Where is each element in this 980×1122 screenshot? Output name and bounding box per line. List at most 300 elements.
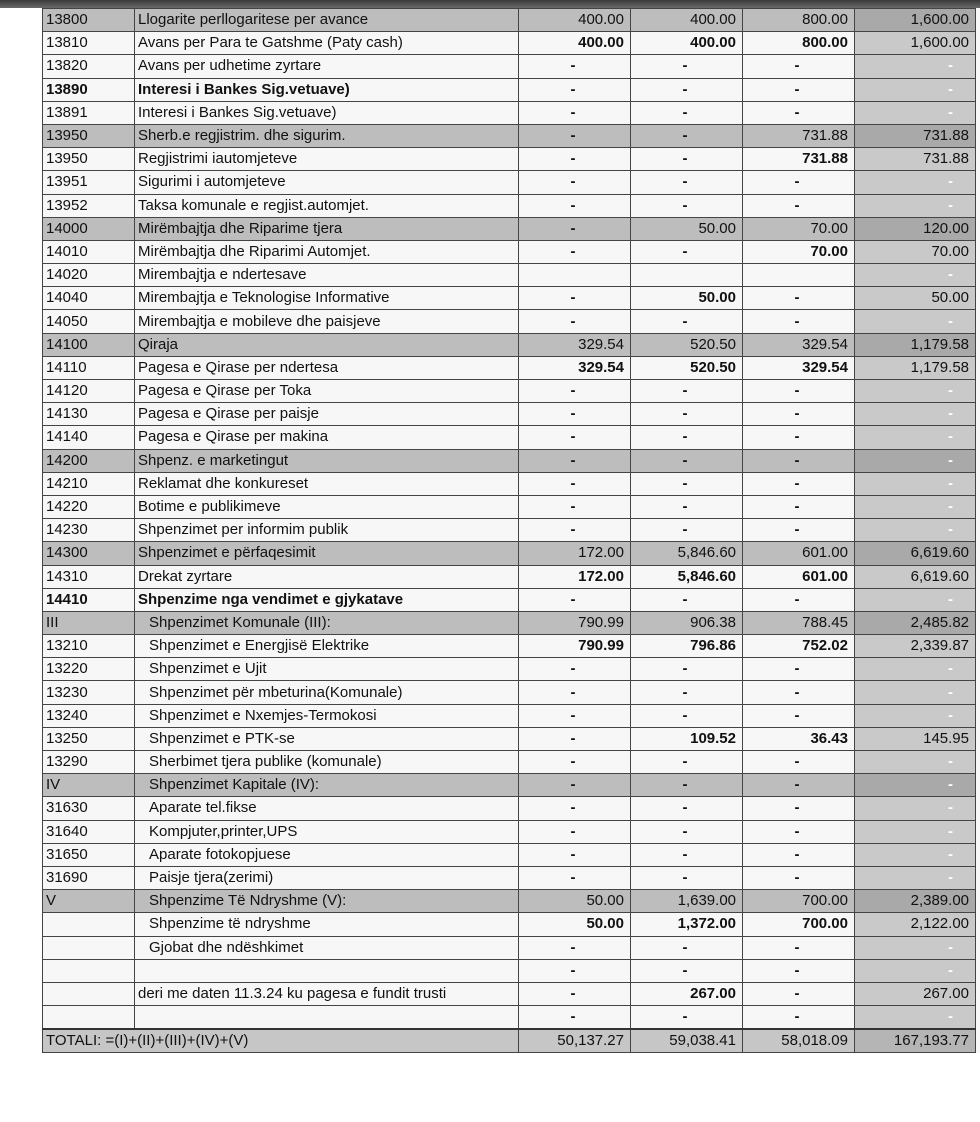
row-total: 6,619.60 <box>855 542 976 565</box>
period-1-amount: - <box>519 843 631 866</box>
row-total: - <box>855 171 976 194</box>
table-row <box>43 866 976 889</box>
period-1-amount: - <box>519 797 631 820</box>
period-3-amount: 731.88 <box>743 124 855 147</box>
row-total: - <box>855 380 976 403</box>
period-1-amount: - <box>519 217 631 240</box>
table-row <box>43 913 976 936</box>
account-description: Pagesa e Qirase per makina <box>135 426 519 449</box>
period-3-amount: - <box>743 936 855 959</box>
period-3-amount: 788.45 <box>743 611 855 634</box>
row-total: 1,179.58 <box>855 333 976 356</box>
row-total: - <box>855 1006 976 1030</box>
period-3-amount: 70.00 <box>743 217 855 240</box>
row-total: - <box>855 403 976 426</box>
period-3-amount: - <box>743 866 855 889</box>
table-row <box>43 171 976 194</box>
period-2-amount: 906.38 <box>631 611 743 634</box>
totals-grand-total: 167,193.77 <box>855 1029 976 1053</box>
table-row <box>43 78 976 101</box>
account-description <box>135 1006 519 1030</box>
period-2-amount: 50.00 <box>631 287 743 310</box>
period-2-amount: - <box>631 101 743 124</box>
period-1-amount: - <box>519 449 631 472</box>
row-total: - <box>855 704 976 727</box>
period-1-amount: 400.00 <box>519 9 631 32</box>
table-row <box>43 148 976 171</box>
period-3-amount: - <box>743 287 855 310</box>
period-3-amount: - <box>743 171 855 194</box>
account-code: 14300 <box>43 542 135 565</box>
row-total: - <box>855 959 976 982</box>
period-2-amount <box>631 264 743 287</box>
row-total: - <box>855 843 976 866</box>
period-1-amount: - <box>519 959 631 982</box>
account-code: 14210 <box>43 472 135 495</box>
account-code: 13820 <box>43 55 135 78</box>
window-top-edge <box>0 0 980 8</box>
account-code: 14050 <box>43 310 135 333</box>
period-3-amount: - <box>743 751 855 774</box>
period-2-amount: - <box>631 240 743 263</box>
account-description: Paisje tjera(zerimi) <box>135 866 519 889</box>
account-code: 13890 <box>43 78 135 101</box>
row-total: - <box>855 78 976 101</box>
period-2-amount: - <box>631 588 743 611</box>
account-code: 13810 <box>43 32 135 55</box>
account-description: Pagesa e Qirase per paisje <box>135 403 519 426</box>
period-1-amount: 172.00 <box>519 542 631 565</box>
period-1-amount: - <box>519 704 631 727</box>
period-3-amount: - <box>743 681 855 704</box>
period-2-amount: - <box>631 866 743 889</box>
table-row <box>43 681 976 704</box>
period-1-amount: - <box>519 171 631 194</box>
account-code: 31640 <box>43 820 135 843</box>
account-code <box>43 936 135 959</box>
account-description: Mirëmbajtja dhe Riparime tjera <box>135 217 519 240</box>
row-total: 1,600.00 <box>855 32 976 55</box>
table-row <box>43 635 976 658</box>
period-3-amount: 36.43 <box>743 727 855 750</box>
table-row <box>43 1006 976 1030</box>
account-description: Pagesa e Qirase per ndertesa <box>135 356 519 379</box>
table-row <box>43 403 976 426</box>
row-total: - <box>855 310 976 333</box>
row-total: - <box>855 194 976 217</box>
period-2-amount: - <box>631 171 743 194</box>
table-row <box>43 101 976 124</box>
period-3-amount: - <box>743 194 855 217</box>
period-2-amount: - <box>631 472 743 495</box>
period-2-amount: 267.00 <box>631 982 743 1005</box>
table-row <box>43 9 976 32</box>
account-description: Shpenzimet e përfaqesimit <box>135 542 519 565</box>
table-row <box>43 449 976 472</box>
period-3-amount: 731.88 <box>743 148 855 171</box>
account-code: 13891 <box>43 101 135 124</box>
account-code: 14000 <box>43 217 135 240</box>
account-code: 13210 <box>43 635 135 658</box>
table-row <box>43 519 976 542</box>
period-3-amount: 700.00 <box>743 890 855 913</box>
period-2-amount: 1,639.00 <box>631 890 743 913</box>
table-row <box>43 426 976 449</box>
account-code: 14140 <box>43 426 135 449</box>
account-code: 31690 <box>43 866 135 889</box>
table-row <box>43 843 976 866</box>
account-description: Interesi i Bankes Sig.vetuave) <box>135 101 519 124</box>
row-total: - <box>855 449 976 472</box>
period-2-amount: - <box>631 148 743 171</box>
account-description: Shpenzimet për mbeturina(Komunale) <box>135 681 519 704</box>
period-2-amount: 796.86 <box>631 635 743 658</box>
period-3-amount: - <box>743 519 855 542</box>
period-3-amount: - <box>743 658 855 681</box>
period-3-amount: 329.54 <box>743 333 855 356</box>
period-2-amount: 520.50 <box>631 356 743 379</box>
row-total: 2,389.00 <box>855 890 976 913</box>
account-description: Shpenzime të ndryshme <box>135 913 519 936</box>
period-2-amount: - <box>631 78 743 101</box>
period-2-amount: - <box>631 658 743 681</box>
row-total: - <box>855 820 976 843</box>
period-1-amount: 50.00 <box>519 890 631 913</box>
period-3-amount: 601.00 <box>743 565 855 588</box>
account-code <box>43 959 135 982</box>
account-code: 13240 <box>43 704 135 727</box>
account-description: Avans per Para te Gatshme (Paty cash) <box>135 32 519 55</box>
period-2-amount: - <box>631 426 743 449</box>
row-total: 50.00 <box>855 287 976 310</box>
account-description: Shpenzimet Komunale (III): <box>135 611 519 634</box>
table-row <box>43 565 976 588</box>
row-total: - <box>855 101 976 124</box>
account-code: 14010 <box>43 240 135 263</box>
period-1-amount: - <box>519 426 631 449</box>
period-1-amount: - <box>519 866 631 889</box>
period-2-amount: 520.50 <box>631 333 743 356</box>
period-3-amount: - <box>743 426 855 449</box>
period-3-amount: - <box>743 588 855 611</box>
table-row <box>43 774 976 797</box>
period-1-amount: 790.99 <box>519 635 631 658</box>
account-code: III <box>43 611 135 634</box>
table-row <box>43 890 976 913</box>
period-1-amount: - <box>519 403 631 426</box>
period-2-amount: 5,846.60 <box>631 542 743 565</box>
account-description: Reklamat dhe konkureset <box>135 472 519 495</box>
account-description: Shpenzimet e Nxemjes-Termokosi <box>135 704 519 727</box>
table-row <box>43 287 976 310</box>
period-3-amount: - <box>743 310 855 333</box>
period-1-amount: - <box>519 658 631 681</box>
table-row <box>43 611 976 634</box>
period-3-amount: 329.54 <box>743 356 855 379</box>
account-description: Sherbimet tjera publike (komunale) <box>135 751 519 774</box>
account-description: Shpenzimet per informim publik <box>135 519 519 542</box>
period-3-amount: - <box>743 78 855 101</box>
period-1-amount: - <box>519 751 631 774</box>
account-code: 13230 <box>43 681 135 704</box>
period-3-amount: - <box>743 1006 855 1030</box>
row-total: - <box>855 55 976 78</box>
account-code: 13250 <box>43 727 135 750</box>
account-code: 14130 <box>43 403 135 426</box>
period-1-amount: - <box>519 55 631 78</box>
table-row <box>43 264 976 287</box>
period-2-amount: - <box>631 495 743 518</box>
table-row <box>43 194 976 217</box>
period-2-amount: - <box>631 959 743 982</box>
account-code: 14100 <box>43 333 135 356</box>
period-1-amount: 172.00 <box>519 565 631 588</box>
row-total: - <box>855 658 976 681</box>
account-description <box>135 959 519 982</box>
table-row <box>43 820 976 843</box>
account-description: Shpenz. e marketingut <box>135 449 519 472</box>
account-code: 13290 <box>43 751 135 774</box>
account-code: 14020 <box>43 264 135 287</box>
account-description: Mirembajtja e Teknologise Informative <box>135 287 519 310</box>
totals-period-2: 59,038.41 <box>631 1029 743 1053</box>
period-1-amount: - <box>519 982 631 1005</box>
table-row <box>43 472 976 495</box>
period-1-amount: - <box>519 101 631 124</box>
period-2-amount: 400.00 <box>631 9 743 32</box>
account-description: Shpenzimet Kapitale (IV): <box>135 774 519 797</box>
row-total: 70.00 <box>855 240 976 263</box>
period-1-amount: - <box>519 1006 631 1030</box>
row-total: 2,122.00 <box>855 913 976 936</box>
table-row <box>43 495 976 518</box>
period-3-amount <box>743 264 855 287</box>
period-2-amount: - <box>631 519 743 542</box>
period-2-amount: - <box>631 380 743 403</box>
row-total: 2,339.87 <box>855 635 976 658</box>
account-code <box>43 982 135 1005</box>
account-code: 14310 <box>43 565 135 588</box>
period-1-amount: - <box>519 774 631 797</box>
budget-sheet <box>42 8 980 1053</box>
period-2-amount: - <box>631 55 743 78</box>
account-code: 14120 <box>43 380 135 403</box>
period-3-amount: 752.02 <box>743 635 855 658</box>
period-3-amount: 700.00 <box>743 913 855 936</box>
period-1-amount: - <box>519 194 631 217</box>
account-description: Qiraja <box>135 333 519 356</box>
period-1-amount: 400.00 <box>519 32 631 55</box>
row-total: - <box>855 774 976 797</box>
row-total: 1,179.58 <box>855 356 976 379</box>
table-row <box>43 751 976 774</box>
period-2-amount: 5,846.60 <box>631 565 743 588</box>
row-total: 145.95 <box>855 727 976 750</box>
account-code <box>43 913 135 936</box>
period-3-amount: - <box>743 449 855 472</box>
table-row <box>43 310 976 333</box>
totals-label: TOTALI: =(I)+(II)+(III)+(IV)+(V) <box>43 1029 519 1053</box>
account-description: Mirembajtja e mobileve dhe paisjeve <box>135 310 519 333</box>
row-total: - <box>855 264 976 287</box>
account-code: 14230 <box>43 519 135 542</box>
period-3-amount: 601.00 <box>743 542 855 565</box>
period-1-amount: - <box>519 148 631 171</box>
account-code: 13800 <box>43 9 135 32</box>
period-3-amount: - <box>743 403 855 426</box>
period-1-amount: - <box>519 820 631 843</box>
table-row <box>43 380 976 403</box>
period-1-amount: - <box>519 472 631 495</box>
table-body <box>43 9 976 1030</box>
account-description: Mirëmbajtja dhe Riparimi Automjet. <box>135 240 519 263</box>
period-1-amount: - <box>519 495 631 518</box>
table-row <box>43 797 976 820</box>
table-row <box>43 727 976 750</box>
period-2-amount: - <box>631 751 743 774</box>
period-1-amount: - <box>519 124 631 147</box>
account-code: 14220 <box>43 495 135 518</box>
table-row <box>43 55 976 78</box>
table-row <box>43 542 976 565</box>
period-2-amount: - <box>631 124 743 147</box>
period-2-amount: 109.52 <box>631 727 743 750</box>
table-row <box>43 124 976 147</box>
totals-period-1: 50,137.27 <box>519 1029 631 1053</box>
period-2-amount: - <box>631 310 743 333</box>
row-total: - <box>855 751 976 774</box>
row-total: - <box>855 519 976 542</box>
account-code: 13950 <box>43 148 135 171</box>
table-row <box>43 704 976 727</box>
account-description: Drekat zyrtare <box>135 565 519 588</box>
period-3-amount: - <box>743 774 855 797</box>
account-code: 13951 <box>43 171 135 194</box>
period-3-amount: - <box>743 959 855 982</box>
period-3-amount: - <box>743 797 855 820</box>
period-1-amount: - <box>519 519 631 542</box>
account-description: Pagesa e Qirase per Toka <box>135 380 519 403</box>
account-description: Regjistrimi iautomjeteve <box>135 148 519 171</box>
period-3-amount: 800.00 <box>743 32 855 55</box>
table-row <box>43 240 976 263</box>
row-total: 731.88 <box>855 124 976 147</box>
period-3-amount: 70.00 <box>743 240 855 263</box>
table-row <box>43 959 976 982</box>
row-total: - <box>855 936 976 959</box>
period-2-amount: 400.00 <box>631 32 743 55</box>
account-code: 31630 <box>43 797 135 820</box>
row-total: - <box>855 681 976 704</box>
account-description: Aparate fotokopjuese <box>135 843 519 866</box>
period-1-amount: 790.99 <box>519 611 631 634</box>
account-code: 14200 <box>43 449 135 472</box>
account-description: Mirembajtja e ndertesave <box>135 264 519 287</box>
period-2-amount: - <box>631 449 743 472</box>
account-description: Shpenzimet e Energjisë Elektrike <box>135 635 519 658</box>
row-total: 1,600.00 <box>855 9 976 32</box>
account-description: deri me daten 11.3.24 ku pagesa e fundit trusti <box>135 982 519 1005</box>
account-code: 13950 <box>43 124 135 147</box>
row-total: - <box>855 866 976 889</box>
period-2-amount: - <box>631 194 743 217</box>
period-2-amount: 50.00 <box>631 217 743 240</box>
account-description: Interesi i Bankes Sig.vetuave) <box>135 78 519 101</box>
period-1-amount: - <box>519 78 631 101</box>
row-total: - <box>855 472 976 495</box>
period-1-amount: - <box>519 287 631 310</box>
period-1-amount: 50.00 <box>519 913 631 936</box>
row-total: 120.00 <box>855 217 976 240</box>
period-1-amount: - <box>519 727 631 750</box>
totals-row <box>43 1029 976 1053</box>
period-2-amount: - <box>631 820 743 843</box>
account-description: Aparate tel.fikse <box>135 797 519 820</box>
period-1-amount: 329.54 <box>519 356 631 379</box>
period-1-amount: - <box>519 936 631 959</box>
account-code: 13952 <box>43 194 135 217</box>
period-3-amount: 800.00 <box>743 9 855 32</box>
account-code: 14410 <box>43 588 135 611</box>
account-description: Kompjuter,printer,UPS <box>135 820 519 843</box>
account-code: V <box>43 890 135 913</box>
period-2-amount: 1,372.00 <box>631 913 743 936</box>
expenditure-table <box>42 8 976 1053</box>
account-description: Shpenzimet e Ujit <box>135 658 519 681</box>
row-total: - <box>855 495 976 518</box>
period-1-amount: 329.54 <box>519 333 631 356</box>
row-total: 2,485.82 <box>855 611 976 634</box>
account-description: Llogarite perllogaritese per avance <box>135 9 519 32</box>
period-2-amount: - <box>631 1006 743 1030</box>
row-total: - <box>855 426 976 449</box>
account-description: Gjobat dhe ndëshkimet <box>135 936 519 959</box>
account-code: 13220 <box>43 658 135 681</box>
row-total: 6,619.60 <box>855 565 976 588</box>
period-1-amount: - <box>519 380 631 403</box>
account-description: Sherb.e regjistrim. dhe sigurim. <box>135 124 519 147</box>
period-2-amount: - <box>631 704 743 727</box>
period-1-amount: - <box>519 681 631 704</box>
period-1-amount: - <box>519 240 631 263</box>
totals-period-3: 58,018.09 <box>743 1029 855 1053</box>
period-3-amount: - <box>743 101 855 124</box>
period-3-amount: - <box>743 843 855 866</box>
period-1-amount: - <box>519 310 631 333</box>
period-1-amount <box>519 264 631 287</box>
account-description: Taksa komunale e regjist.automjet. <box>135 194 519 217</box>
account-description: Avans per udhetime zyrtare <box>135 55 519 78</box>
period-3-amount: - <box>743 55 855 78</box>
account-description: Shpenzime Të Ndryshme (V): <box>135 890 519 913</box>
table-row <box>43 356 976 379</box>
table-row <box>43 333 976 356</box>
period-1-amount: - <box>519 588 631 611</box>
account-code <box>43 1006 135 1030</box>
table-row <box>43 588 976 611</box>
account-description: Shpenzime nga vendimet e gjykatave <box>135 588 519 611</box>
period-2-amount: - <box>631 774 743 797</box>
row-total: 267.00 <box>855 982 976 1005</box>
period-2-amount: - <box>631 797 743 820</box>
row-total: - <box>855 797 976 820</box>
table-row <box>43 217 976 240</box>
account-description: Shpenzimet e PTK-se <box>135 727 519 750</box>
period-2-amount: - <box>631 681 743 704</box>
table-row <box>43 32 976 55</box>
row-total: - <box>855 588 976 611</box>
table-row <box>43 982 976 1005</box>
